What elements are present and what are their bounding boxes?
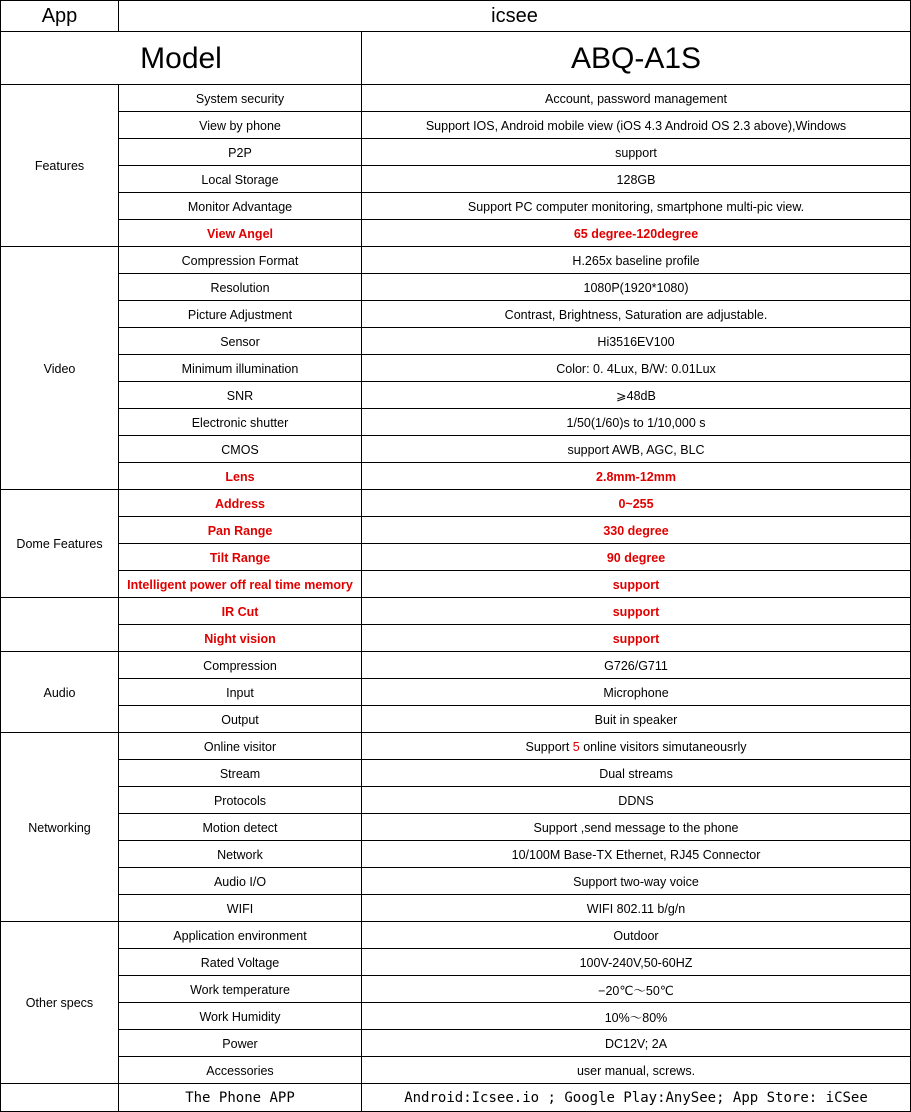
- table-row: [1, 571, 911, 598]
- spec-label: Address: [119, 490, 362, 517]
- table-row: [1, 868, 911, 895]
- table-row: [1, 1084, 911, 1112]
- table-row: [1, 598, 911, 625]
- spec-value: user manual, screws.: [362, 1057, 911, 1084]
- spec-label: Lens: [119, 463, 362, 490]
- table-row: [1, 760, 911, 787]
- spec-label: SNR: [119, 382, 362, 409]
- spec-label: Night vision: [119, 625, 362, 652]
- value-number: 5: [572, 739, 580, 754]
- spec-label: Monitor Advantage: [119, 193, 362, 220]
- spec-label: The Phone APP: [119, 1084, 362, 1112]
- spec-label: P2P: [119, 139, 362, 166]
- table-row: [1, 733, 911, 760]
- spec-value: 10%～80%: [362, 1003, 911, 1030]
- group-phone: [1, 1084, 119, 1112]
- table-row: [1, 382, 911, 409]
- spec-value: WIFI 802.11 b/g/n: [362, 895, 911, 922]
- spec-value: H.265x baseline profile: [362, 247, 911, 274]
- app-label: App: [1, 1, 119, 32]
- spec-value: −20℃～50℃: [362, 976, 911, 1003]
- group-features: Features: [1, 85, 119, 247]
- spec-value: 90 degree: [362, 544, 911, 571]
- spec-label: Compression: [119, 652, 362, 679]
- value-text: online visitors simutaneousrly: [579, 739, 747, 754]
- spec-value: [362, 733, 911, 760]
- spec-value: 10/100M Base-TX Ethernet, RJ45 Connector: [362, 841, 911, 868]
- spec-value: 330 degree: [362, 517, 911, 544]
- spec-value: ⩾48dB: [362, 382, 911, 409]
- spec-label: Application environment: [119, 922, 362, 949]
- table-row: [1, 490, 911, 517]
- table-row: [1, 814, 911, 841]
- spec-label: WIFI: [119, 895, 362, 922]
- spec-value: 65 degree-120degree: [362, 220, 911, 247]
- group-other-specs: Other specs: [1, 922, 119, 1084]
- value-text: Support: [525, 739, 573, 754]
- table-row: [1, 1057, 911, 1084]
- table-row: [1, 706, 911, 733]
- table-row: [1, 517, 911, 544]
- spec-value: support: [362, 571, 911, 598]
- table-row: [1, 301, 911, 328]
- spec-value: Hi3516EV100: [362, 328, 911, 355]
- spec-label: Compression Format: [119, 247, 362, 274]
- spec-value: Support PC computer monitoring, smartphone multi-pic view.: [362, 193, 911, 220]
- table-row: [1, 949, 911, 976]
- spec-label: Input: [119, 679, 362, 706]
- spec-value: support AWB, AGC, BLC: [362, 436, 911, 463]
- spec-value: Android:Icsee.io ; Google Play:AnySee; App Store: iCSee: [362, 1084, 911, 1112]
- spec-value: Support ,send message to the phone: [362, 814, 911, 841]
- spec-label: View Angel: [119, 220, 362, 247]
- spec-value: 2.8mm-12mm: [362, 463, 911, 490]
- table-row: [1, 139, 911, 166]
- table-row: [1, 841, 911, 868]
- spec-value: Color: 0. 4Lux, B/W: 0.01Lux: [362, 355, 911, 382]
- table-row: [1, 112, 911, 139]
- spec-value: DC12V; 2A: [362, 1030, 911, 1057]
- spec-value: support: [362, 598, 911, 625]
- spec-label: IR Cut: [119, 598, 362, 625]
- spec-label: Accessories: [119, 1057, 362, 1084]
- spec-label: Tilt Range: [119, 544, 362, 571]
- spec-label: Motion detect: [119, 814, 362, 841]
- table-row: [1, 787, 911, 814]
- app-row: [1, 1, 911, 32]
- spec-label: Electronic shutter: [119, 409, 362, 436]
- table-row: [1, 85, 911, 112]
- group-video: Video: [1, 247, 119, 490]
- table-row: [1, 409, 911, 436]
- spec-label: Sensor: [119, 328, 362, 355]
- spec-label: Protocols: [119, 787, 362, 814]
- spec-value: Support two-way voice: [362, 868, 911, 895]
- spec-label: Pan Range: [119, 517, 362, 544]
- spec-label: Picture Adjustment: [119, 301, 362, 328]
- spec-label: Intelligent power off real time memory: [119, 571, 362, 598]
- spec-value: Dual streams: [362, 760, 911, 787]
- spec-value: Support IOS, Android mobile view (iOS 4.3 Android OS 2.3 above),Windows: [362, 112, 911, 139]
- spec-label: Power: [119, 1030, 362, 1057]
- table-row: [1, 679, 911, 706]
- spec-label: View by phone: [119, 112, 362, 139]
- table-row: [1, 1030, 911, 1057]
- spec-value: Contrast, Brightness, Saturation are adjustable.: [362, 301, 911, 328]
- spec-value: 1080P(1920*1080): [362, 274, 911, 301]
- group-dome-features: Dome Features: [1, 490, 119, 598]
- table-row: [1, 976, 911, 1003]
- group-networking: Networking: [1, 733, 119, 922]
- spec-label: Audio I/O: [119, 868, 362, 895]
- spec-value: Microphone: [362, 679, 911, 706]
- spec-label: Resolution: [119, 274, 362, 301]
- table-row: [1, 274, 911, 301]
- spec-label: CMOS: [119, 436, 362, 463]
- spec-value: G726/G711: [362, 652, 911, 679]
- table-row: [1, 328, 911, 355]
- table-row: [1, 1003, 911, 1030]
- spec-label: Online visitor: [119, 733, 362, 760]
- spec-value: Buit in speaker: [362, 706, 911, 733]
- app-value: icsee: [119, 1, 911, 32]
- spec-label: System security: [119, 85, 362, 112]
- table-row: [1, 436, 911, 463]
- spec-value: DDNS: [362, 787, 911, 814]
- table-row: [1, 193, 911, 220]
- table-row: [1, 895, 911, 922]
- spec-value: 128GB: [362, 166, 911, 193]
- spec-value: Outdoor: [362, 922, 911, 949]
- table-row: [1, 355, 911, 382]
- spec-label: Minimum illumination: [119, 355, 362, 382]
- table-row: [1, 247, 911, 274]
- spec-label: Work Humidity: [119, 1003, 362, 1030]
- table-row: [1, 463, 911, 490]
- table-row: [1, 922, 911, 949]
- table-row: [1, 220, 911, 247]
- table-row: [1, 166, 911, 193]
- model-value: ABQ-A1S: [362, 32, 911, 85]
- spec-label: Stream: [119, 760, 362, 787]
- spec-label: Output: [119, 706, 362, 733]
- table-row: [1, 544, 911, 571]
- spec-label: Rated Voltage: [119, 949, 362, 976]
- spec-value: 100V-240V,50-60HZ: [362, 949, 911, 976]
- group-audio: Audio: [1, 652, 119, 733]
- spec-label: Local Storage: [119, 166, 362, 193]
- model-row: [1, 32, 911, 85]
- table-row: [1, 625, 911, 652]
- spec-value: support: [362, 625, 911, 652]
- spec-label: Network: [119, 841, 362, 868]
- model-label: Model: [1, 32, 362, 85]
- table-row: [1, 652, 911, 679]
- spec-value: support: [362, 139, 911, 166]
- spec-label: Work temperature: [119, 976, 362, 1003]
- group-night: [1, 598, 119, 652]
- spec-value: 0~255: [362, 490, 911, 517]
- spec-value: 1/50(1/60)s to 1/10,000 s: [362, 409, 911, 436]
- spec-value: Account, password management: [362, 85, 911, 112]
